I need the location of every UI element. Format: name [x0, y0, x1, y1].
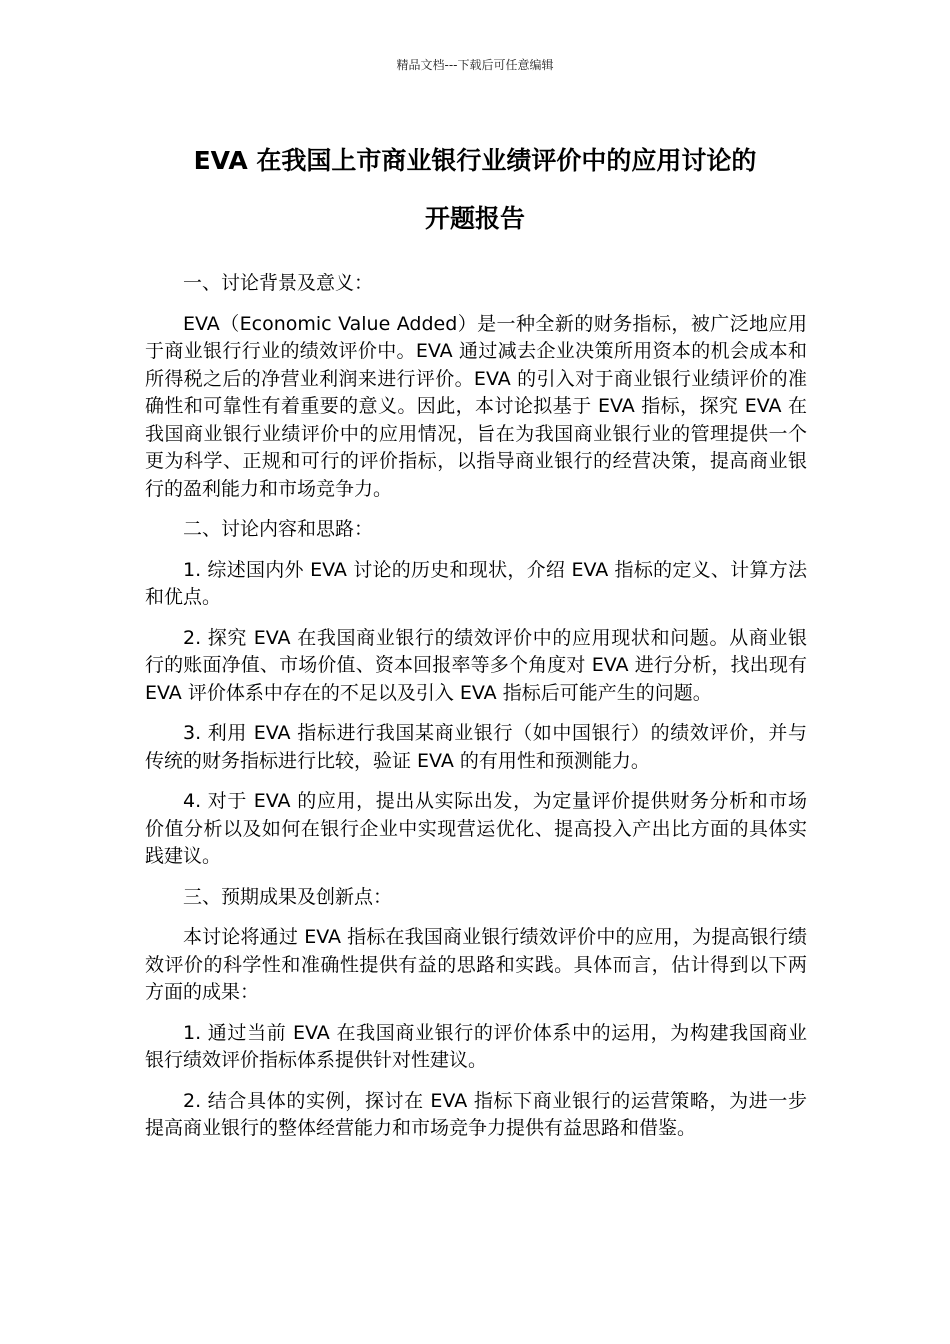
document-title — [110, 132, 840, 248]
list-item-4: 4. 对于 EVA 的应用，提出从实际出发，为定量评价提供财务分析和市场价值分析以及如何在银行企业中实现营运优化、提高投入产出比方面的具体实践建议。 — [145, 790, 807, 867]
outcome-item-2: 2. 结合具体的实例，探讨在 EVA 指标下商业银行的运营策略，为进一步提高商业银行的整体经营能力和市场竞争力提供有益思路和借鉴。 — [145, 1089, 807, 1139]
section-heading-outcomes: 三、预期成果及创新点： — [183, 885, 393, 908]
document-body — [145, 270, 807, 1156]
title-line-2: 开题报告 — [424, 204, 525, 233]
section-heading-content: 二、讨论内容和思路： — [183, 518, 374, 540]
list-item-1: 1. 综述国内外 EVA 讨论的历史和现状，介绍 EVA 指标的定义、计算方法和优点。 — [145, 558, 807, 608]
paragraph-eva-intro: EVA（Economic Value Added）是一种全新的财务指标，被广泛地应用于商业银行行业的绩效评价中。EVA 通过减去企业决策所用资本的机会成本和所得税之后的净营业利润来进行评价。EVA 的引入对于商业银行业绩评价的准确性和可靠性有着重要的意义。因此，本讨论拟基于 EVA 指标，探究 EVA 在我国商业银行业绩评价中的应用情况，旨在为我国商业银行业的管理提供一个更为科学、正规和可行的评价指标，以指导商业银行的经营决策，提高商业银行的盈利能力和市场竞争力。 — [145, 312, 807, 500]
header-note: 精品文档---下载后可任意编辑 — [396, 58, 554, 72]
paragraph-outcomes-intro: 本讨论将通过 EVA 指标在我国商业银行绩效评价中的应用，为提高银行绩效评价的科学性和准确性提供有益的思路和实践。具体而言，估计得到以下两方面的成果： — [145, 926, 807, 1003]
list-item-3: 3. 利用 EVA 指标进行我国某商业银行（如中国银行）的绩效评价，并与传统的财务指标进行比较，验证 EVA 的有用性和预测能力。 — [145, 722, 807, 772]
list-item-2: 2. 探究 EVA 在我国商业银行的绩效评价中的应用现状和问题。从商业银行的账面净值、市场价值、资本回报率等多个角度对 EVA 进行分析，找出现有 EVA 评价体系中存在的不足以及引入 EVA 指标后可能产生的问题。 — [145, 626, 807, 704]
outcome-item-1: 1. 通过当前 EVA 在我国商业银行的评价体系中的运用，为构建我国商业银行绩效评价指标体系提供针对性建议。 — [145, 1021, 807, 1071]
title-line-1: EVA 在我国上市商业银行业绩评价中的应用讨论的 — [193, 146, 757, 175]
section-heading-background: 一、讨论背景及意义： — [183, 272, 374, 294]
